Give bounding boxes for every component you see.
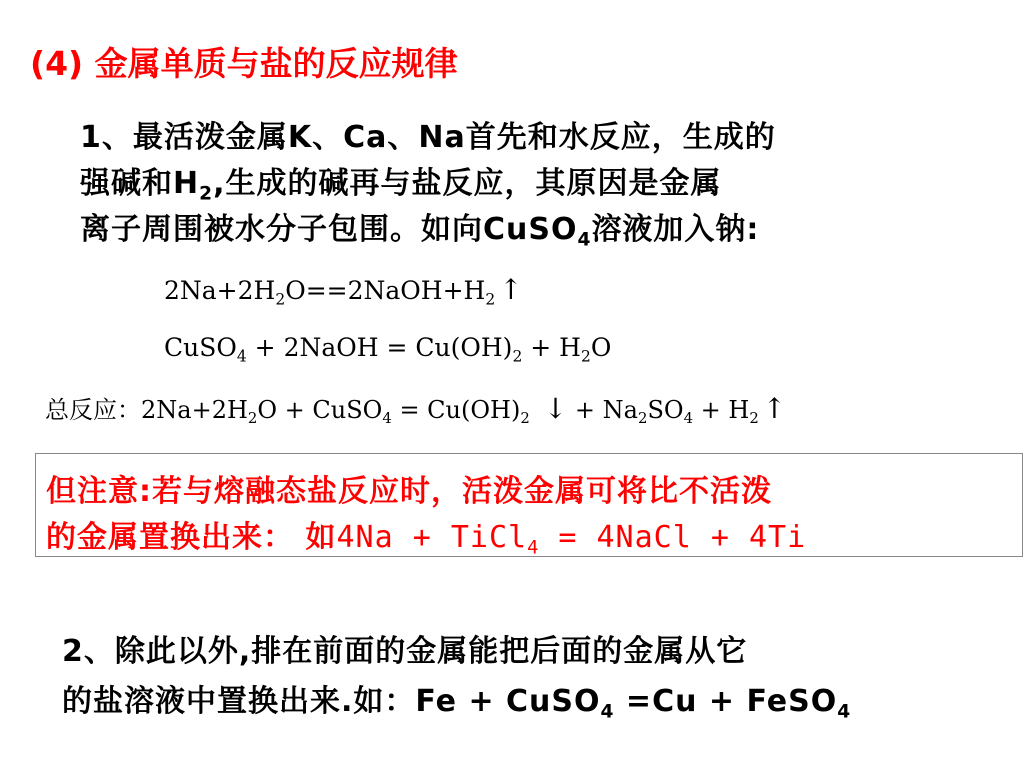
text: + H: [693, 396, 750, 424]
notice-line1: 但注意:若与熔融态盐反应时，活泼金属可将比不活泼: [46, 474, 772, 509]
text: SO: [647, 396, 684, 424]
subscript: 2: [485, 290, 496, 309]
para1-line1: 1、最活泼金属K、Ca、Na首先和水反应，生成的: [80, 120, 776, 155]
page-title: (4) 金属单质与盐的反应规律: [30, 44, 458, 83]
subscript: 2: [749, 409, 759, 428]
text: = 4NaCl + 4Ti: [539, 520, 807, 555]
text: 2Na+2H: [164, 276, 276, 305]
text: ,生成的碱再与盐反应，其原因是金属: [213, 166, 722, 201]
text: 的金属置换出来： 如: [46, 520, 337, 555]
subscript: 4: [527, 537, 540, 559]
text: 强碱和H: [80, 166, 200, 201]
text: 溶液加入钠:: [591, 212, 760, 247]
total-reaction: [45, 390, 787, 428]
text: 4Na + TiCl: [336, 520, 528, 555]
equation-2: [164, 333, 612, 366]
text: O: [590, 333, 612, 362]
text: 2Na+2H: [141, 396, 248, 424]
para2-line1: 2、除此以外,排在前面的金属能把后面的金属从它: [62, 634, 748, 669]
text: O + CuSO: [257, 396, 383, 424]
subscript: 2: [247, 409, 258, 428]
subscript: 4: [577, 229, 592, 251]
equation-1: [164, 273, 523, 309]
subscript: 4: [600, 701, 615, 723]
subscript: 2: [275, 290, 286, 309]
text: = Cu(OH): [391, 396, 521, 424]
text: O==2NaOH+H: [285, 276, 486, 305]
subscript: 2: [520, 409, 530, 428]
subscript: 4: [683, 409, 694, 428]
para2-line2: [62, 676, 852, 723]
text: + 2NaOH = Cu(OH): [246, 333, 513, 362]
subscript: 2: [637, 409, 648, 428]
text: 离子周围被水分子包围。如向CuSO: [80, 212, 578, 247]
subscript: 4: [837, 701, 852, 723]
subscript: 2: [199, 183, 214, 205]
up-arrow-icon: ↑: [499, 273, 523, 306]
subscript: 4: [236, 347, 247, 366]
subscript: 4: [382, 409, 392, 428]
subscript: 2: [580, 347, 591, 366]
notice-box: [35, 453, 1023, 557]
total-label: 总反应：: [45, 396, 141, 424]
notice-line2: [46, 512, 807, 559]
para1-line3: [80, 204, 760, 251]
text: + H: [522, 333, 581, 362]
subscript: 2: [512, 347, 523, 366]
notice-equation: [336, 520, 807, 559]
text: 的盐溶液中置换出来.如：Fe + CuSO: [62, 684, 601, 719]
up-arrow-icon: ↑: [762, 392, 787, 425]
text: =Cu + FeSO: [614, 684, 838, 719]
text: + Na: [567, 396, 638, 424]
text: CuSO: [164, 333, 237, 362]
down-arrow-icon: ↓: [543, 392, 568, 425]
para1-line2: [80, 158, 722, 205]
